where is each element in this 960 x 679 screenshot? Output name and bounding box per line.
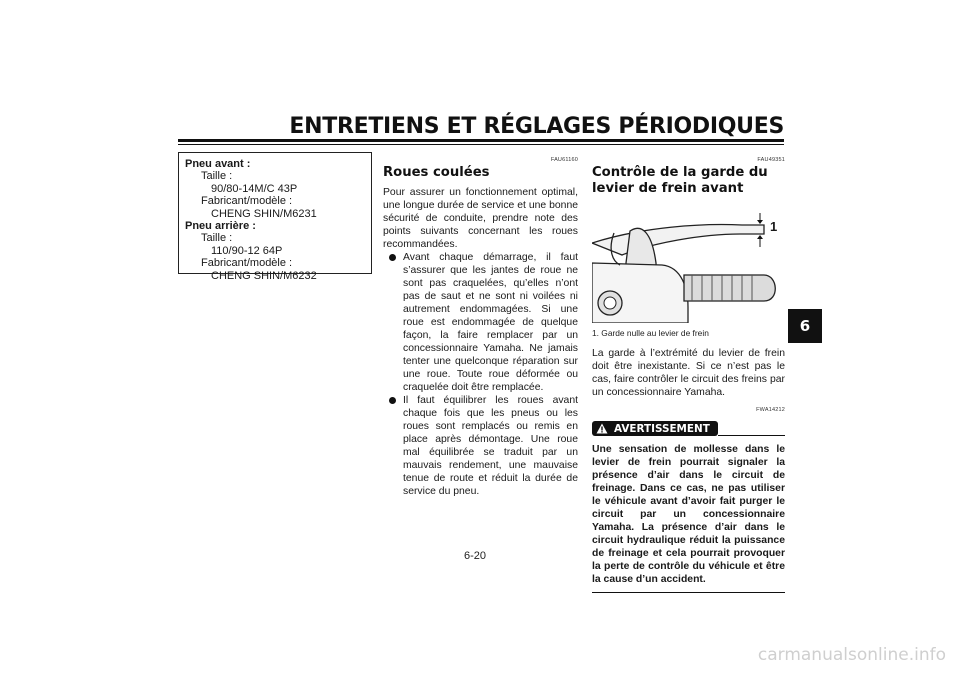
wheels-section (383, 157, 578, 498)
warning-label: AVERTISSEMENT (614, 422, 710, 435)
bullet-list (383, 251, 578, 498)
front-maker-value: CHENG SHIN/M6231 (211, 207, 317, 220)
section-code: FAU49351 (757, 157, 785, 163)
rear-size-value: 110/90-12 64P (211, 244, 283, 257)
page-title: ENTRETIENS ET RÉGLAGES PÉRIODIQUES (289, 114, 784, 139)
section-intro: Pour assurer un fonctionnement optimal, une longue durée de service et une bonne sécurité de conduite, prendre note des points suivants concernant les roues recommandées. (383, 187, 578, 250)
brake-lever-illustration (592, 203, 785, 323)
rear-tire-heading: Pneu arrière : (185, 220, 256, 233)
warning-rule (718, 435, 785, 436)
bullet-icon (389, 397, 396, 404)
list-item (383, 394, 578, 498)
header-rule-thick (178, 139, 784, 142)
section-body: La garde à l’extrémité du levier de frein doit être inexistante. Si ce n’est pas le cas, faire contrôler le circuit des freins par un concessionnaire Yamaha. (592, 348, 785, 398)
warning-text: Une sensation de mollesse dans le levier de frein pourrait signaler la présence d’air dans le circuit de freinage. Dans ce cas, ne pas utiliser le véhicule avant d’avoir fait purger le circuit par un concessionnaire Yamaha. La présence d’air dans le circuit hydraulique réduit la puissance de freinage et cela pourrait provoquer la perte de contrôle du véhicule et être la cause d’un accident. (592, 443, 785, 593)
section-heading: Contrôle de la garde du levier de frein avant (592, 165, 768, 196)
front-tire-heading: Pneu avant : (185, 158, 251, 170)
warning-triangle-icon (596, 423, 608, 434)
rear-maker-value: CHENG SHIN/M6232 (211, 269, 317, 282)
figure-callout-label: 1 (770, 219, 778, 234)
warning-badge (592, 421, 718, 436)
warning-header (592, 417, 785, 437)
section-heading: Roues coulées (383, 165, 490, 180)
header-rule-thin (178, 144, 784, 145)
tire-spec-box (178, 152, 372, 282)
rear-maker-label: Fabricant/modèle : (201, 257, 293, 270)
chapter-tab: 6 (788, 309, 822, 343)
figure-caption: 1. Garde nulle au levier de frein (592, 328, 709, 338)
list-item-text: Avant chaque démarrage, il faut s’assurer que les jantes de roue ne sont pas craquelées, qu’elles n’ont pas de saut et ne sont ni voilées ni autrement endommagées. Si une roue est endommagée de quelque façon, la faire remplacer par un concessionnaire Yamaha. Ne jamais tenter une quelconque réparation sur une roue. Toute roue déformée ou craquelée doit être remplacée. (403, 252, 578, 393)
page-number: 6-20 (464, 550, 487, 562)
section-code: FAU61160 (550, 157, 578, 163)
front-maker-label: Fabricant/modèle : (201, 195, 293, 208)
bullet-icon (389, 254, 396, 261)
warning-code: FWA14212 (756, 407, 785, 413)
rear-size-label: Taille : (201, 232, 233, 245)
front-size-value: 90/80-14M/C 43P (211, 182, 298, 195)
brake-section (592, 157, 785, 593)
list-item-text: Il faut équilibrer les roues avant chaque fois que les pneus ou les roues sont remplacés ou remis en place après démontage. Une roue mal équilibrée se traduit par un mauvais rendement, une mauvaise tenue de route et réduit la durée de service du pneu. (403, 395, 578, 497)
brake-lever-figure (592, 203, 785, 323)
watermark: carmanualsonline.info (757, 645, 946, 665)
front-size-label: Taille : (201, 170, 233, 183)
list-item (383, 251, 578, 394)
